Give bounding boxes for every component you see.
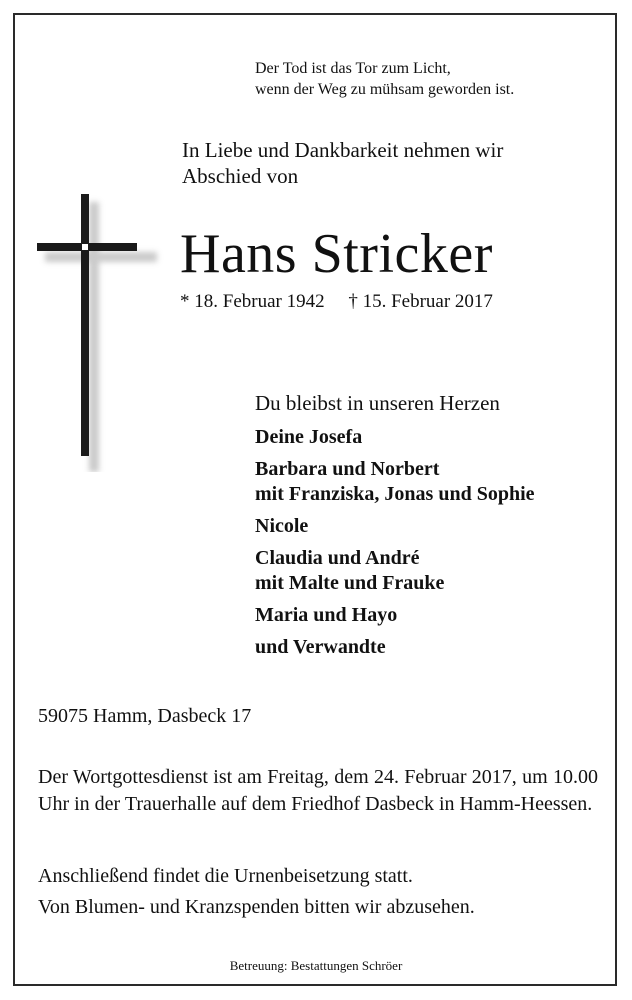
mourner-group (255, 514, 535, 539)
mourner-line: und Verwandte (255, 636, 386, 658)
mourner-line: Claudia und André (255, 547, 420, 569)
family-address: 59075 Hamm, Dasbeck 17 (38, 705, 252, 727)
mourner-line: Maria und Hayo (255, 604, 398, 626)
mourner-line: Deine Josefa (255, 426, 363, 448)
motto-line-1: Der Tod ist das Tor zum Licht, (255, 60, 451, 77)
service-announcement (38, 764, 598, 822)
flowers-note: Von Blumen- und Kranzspenden bitten wir abzusehen. (38, 896, 475, 918)
mourners-list (255, 425, 535, 667)
mourner-group (255, 457, 535, 507)
service-notes (38, 863, 598, 925)
cross-icon (35, 192, 165, 472)
funeral-home-credit: Betreuung: Bestattungen Schröer (229, 958, 403, 973)
intro-line-1: In Liebe und Dankbarkeit nehmen wir (182, 138, 504, 162)
motto-quote (255, 58, 514, 100)
mourner-line: Barbara und Norbert (255, 458, 440, 480)
mourner-line: mit Franziska, Jonas und Sophie (255, 483, 535, 505)
mourner-line: mit Malte und Frauke (255, 572, 445, 594)
mourner-group (255, 546, 535, 596)
intro-text (182, 137, 503, 189)
farewell-line: Du bleibst in unseren Herzen (255, 391, 500, 415)
mourner-line: Nicole (255, 515, 309, 537)
mourner-group (255, 635, 535, 660)
life-dates: * 18. Februar 1942 † 15. Februar 2017 (180, 291, 493, 312)
mourner-group (255, 425, 535, 450)
motto-line-2: wenn der Weg zu mühsam geworden ist. (255, 81, 515, 98)
intro-line-2: Abschied von (182, 164, 299, 188)
mourner-group (255, 603, 535, 628)
service-paragraph: Der Wortgottesdienst ist am Freitag, dem 24. Februar 2017, um 10.00 Uhr in der Trauerhalle auf dem Friedhof Dasbeck in Hamm-Heessen. (38, 766, 598, 815)
urn-burial-note: Anschließend findet die Urnenbeisetzung statt. (38, 865, 413, 887)
deceased-name: Hans Stricker (180, 223, 493, 285)
